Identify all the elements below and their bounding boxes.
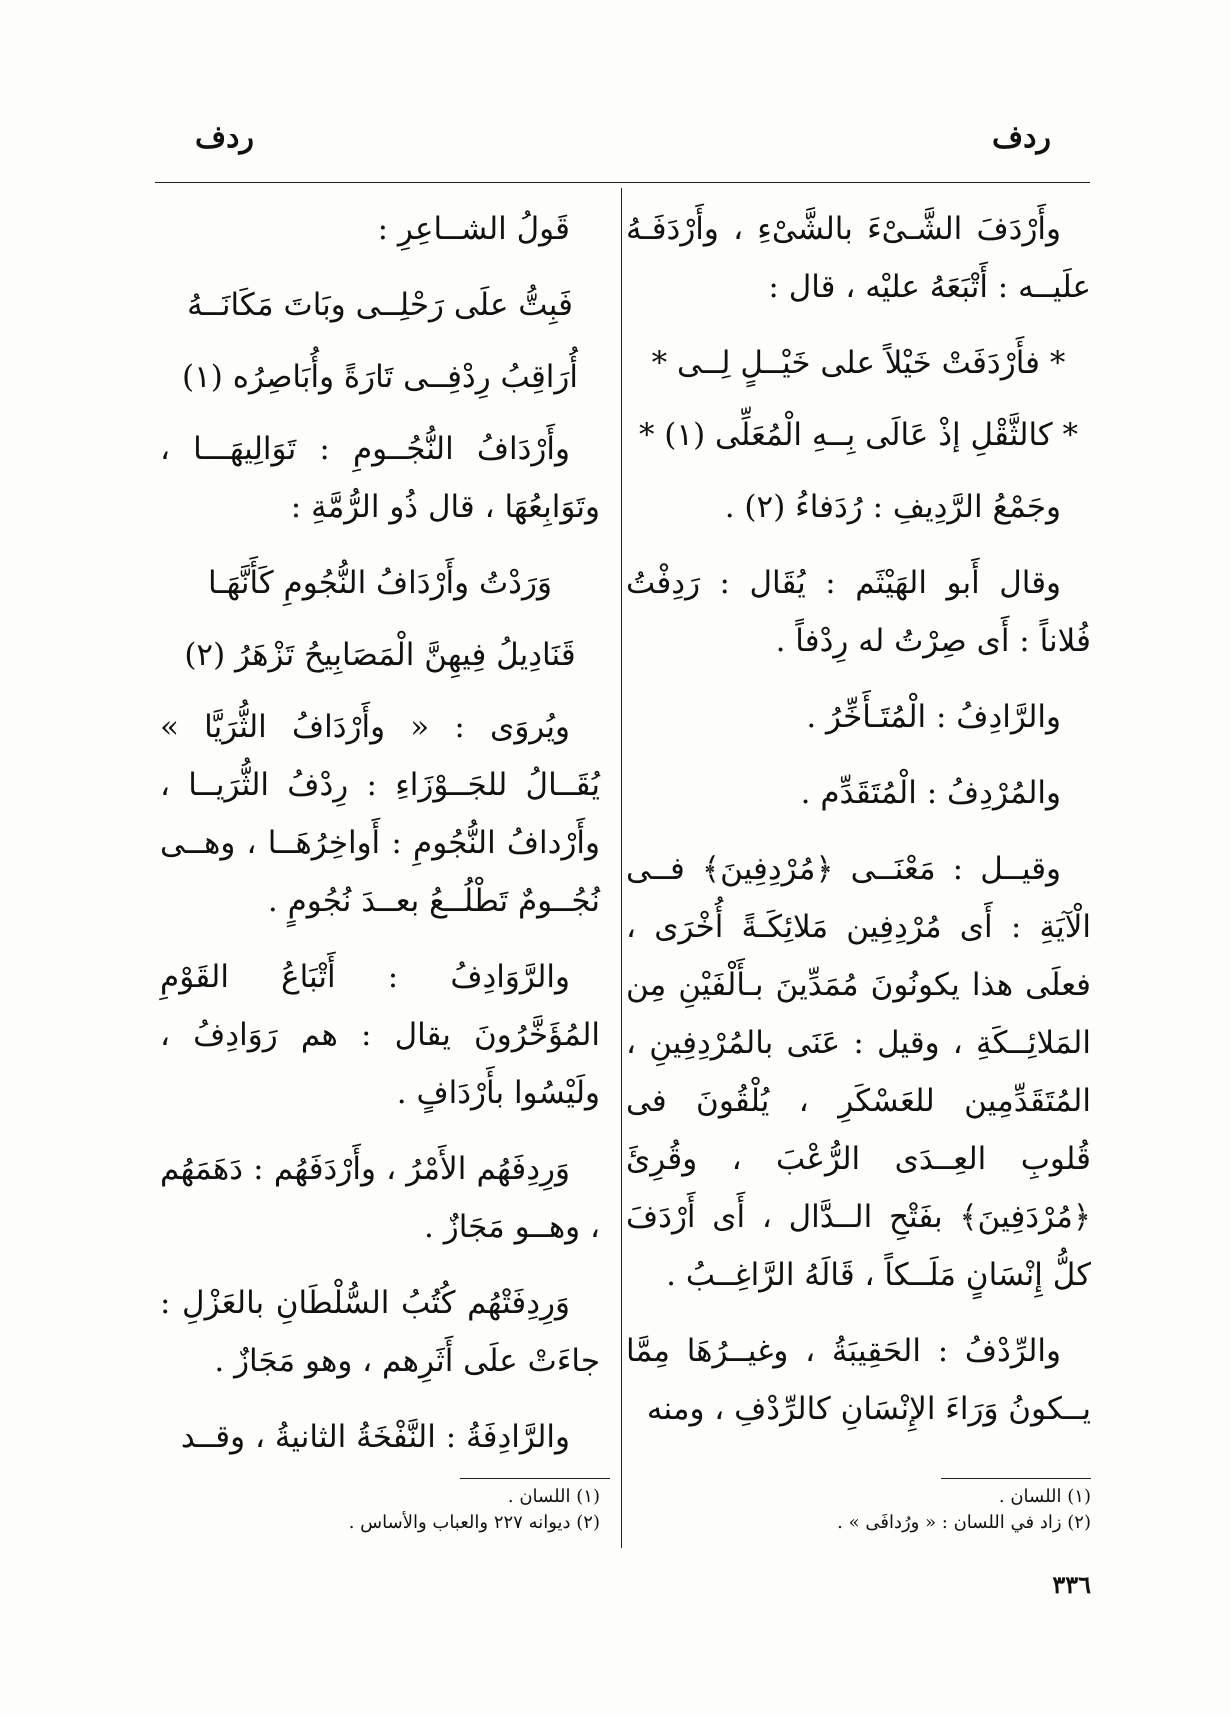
- entry-paragraph: وأَرْدَافُ النُّجُــومِ : تَوَالِيهَـــا ، وتَوَابِعُهَا ، قال ذُو الرُّمَّةِ :: [160, 431, 600, 525]
- entry-paragraph: قَولُ الشــاعِرِ :: [377, 211, 570, 247]
- left-column: [160, 200, 600, 1484]
- running-head-right: ردف: [992, 120, 1051, 155]
- right-column: [626, 200, 1091, 1456]
- header-rule: [155, 182, 1090, 183]
- entry-paragraph: والرِّدْفُ : الحَقِيبَةُ ، وغيــرُهَا مِمَّا يــكونُ وَرَاءَ الإِنْسَانِ كالرِّدْفِ ، ومنه: [626, 1333, 1091, 1427]
- verse-line: أُرَاقِبُ رِدْفِــى تَارَةً وأُبَاصِرُه (١): [182, 359, 578, 395]
- verse-line: * كالثَّقْلِ إذْ عَالَى بِــهِ الْمُعَلِّى (١) *: [638, 417, 1079, 453]
- entry-paragraph: وقيــل : مَعْنَــى ﴿مُرْدِفِينَ﴾ فــى الْآيَةِ : أَى مُرْدِفِين مَلائِكَـةً أُخْرَى ، فعلَى هذا يكونُونَ مُمَدِّينَ بـأَلْفَيْنِ مِن المَلائِــكَةِ ، وقيل : عَنَى بالمُرْدِفِينِ ، المُتَقَدِّمِين للعَسْكَرِ ، يُلْقُونَ فى قُلوبِ العِــدَى الرُّعْبَ ، وقُرِئَ ﴿مُرْدَفِينَ﴾ بفَتْحِ الــدَّال ، أَى أَرْدَفَ كلُّ إِنْسَانٍ مَلَــكاً ، قَالَهُ الرَّاغِــبُ .: [626, 851, 1091, 1293]
- verse-line: فَبِتُّ علَى رَحْلِــى وبَاتَ مَكَانَــهُ: [187, 287, 573, 323]
- footnote: (٢) ديوانه ٢٢٧ والعباب والأساس .: [348, 1512, 600, 1533]
- footnote-rule-left: [460, 1478, 610, 1479]
- running-head-left: ردف: [195, 120, 254, 155]
- entry-paragraph: وَرِدِفَتْهُم كُتُبُ السُّلْطَانِ بالعَزْلِ : جاءَتْ علَى أَثَرِهم ، وهو مَجَازٌ .: [160, 1285, 600, 1379]
- footnotes-right: [631, 1484, 1091, 1536]
- footnote: (٢) زاد في اللسان : « ورُدافَى » .: [837, 1512, 1091, 1533]
- entry-paragraph: وأَرْدَفَ الشَّـىْءَ بالشَّىْءِ ، وأَرْدَفَـهُ علَيــه : أَتْبَعَهُ عليْه ، قال :: [626, 211, 1091, 305]
- verse-line: * فأَرْدَفَتْ خَيْلاً على خَيْــلٍ لِــى *: [651, 345, 1066, 381]
- column-divider: [621, 188, 622, 1548]
- footnotes-left: [160, 1484, 600, 1536]
- footnote-rule-right: [941, 1478, 1091, 1479]
- entry-paragraph: والرَّوَادِفُ : أَتْبَاعُ القَوْمِ المُؤَخَّرُونَ يقال : هم رَوَادِفُ ، ولَيْسُوا بأَرْدَافٍ .: [160, 959, 600, 1111]
- verse-line: وَرَدْتُ وأَرْدَافُ النُّجُومِ كَأَنَّهَـا: [208, 565, 552, 601]
- entry-paragraph: والرَّادِفُ : الْمُتَـأَخِّرُ .: [806, 699, 1061, 735]
- footnote: (١) اللسان .: [998, 1486, 1091, 1507]
- entry-paragraph: وجَمْعُ الرَّدِيفِ : رُدَفاءُ (٢) .: [724, 489, 1061, 525]
- entry-paragraph: والرَّادِفَةُ : النَّفْخَةُ الثانيةُ ، وقــد: [180, 1419, 570, 1455]
- entry-paragraph: وقال أَبو الهَيْثَم : يُقَال : رَدِفْتُ فُلاناً : أَى صِرْتُ له رِدْفاً .: [626, 565, 1091, 659]
- entry-paragraph: والمُرْدِفُ : الْمُتَقَدِّم .: [800, 775, 1061, 811]
- verse-line: قَنَادِيلُ فِيهِنَّ الْمَصَابِيحُ تَزْهَرُ (٢): [184, 637, 576, 673]
- entry-paragraph: ويُروَى : « وأَرْدَافُ الثُّرَيَّا » يُقَــالُ للجَــوْزَاءِ : رِدْفُ الثُّرَيــا ، وأَرْدافُ النُّجُومِ : أَواخِرُهَــا ، وهــى نُجُــومٌ تَطْلُــعُ بعــدَ نُجُومٍ .: [160, 709, 600, 919]
- footnote: (١) اللسان .: [507, 1486, 600, 1507]
- page-number: ٣٣٦: [1052, 1570, 1091, 1599]
- entry-paragraph: وَرِدِفَهُم الأَمْرُ ، وأَرْدَفَهُم : دَهَمَهُم ، وهــو مَجَازٌ .: [160, 1151, 600, 1245]
